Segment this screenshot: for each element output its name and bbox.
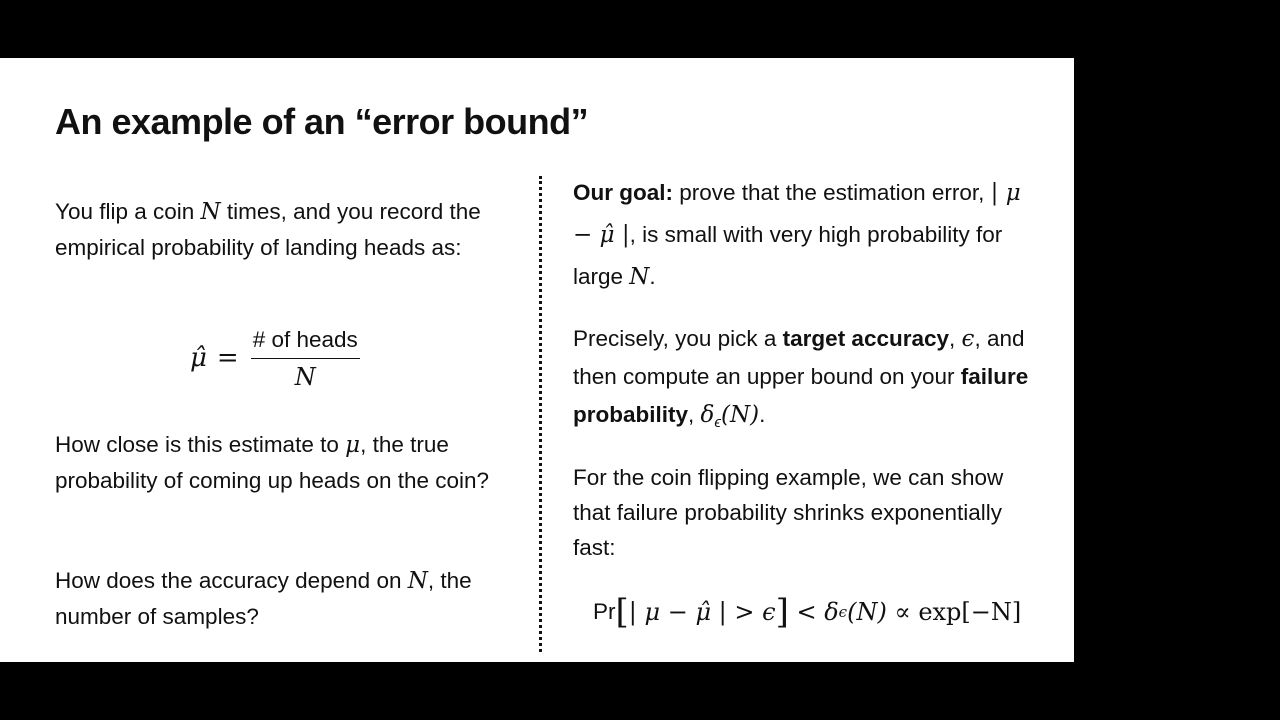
bound-abs-expr: | μ − μ̂ | > ϵ (628, 598, 776, 626)
bound-delta: δ (824, 598, 839, 626)
right-p2-text-b: , (949, 326, 962, 351)
right-p2-bold-target: target accuracy (782, 326, 950, 351)
right-p1-N: N (629, 264, 650, 290)
slide-title: An example of an “error bound” (55, 101, 589, 142)
left-p3-N: N (407, 568, 428, 594)
left-p2-text-a: How close is this estimate to (55, 432, 346, 457)
left-p3-text-b: , the number of samples? (55, 568, 472, 629)
left-p1-text-a: You flip a coin (55, 199, 201, 224)
right-p2-text-c: , and then compute an upper bound on your (573, 326, 1025, 389)
formula-fraction (251, 326, 360, 391)
right-p2-delta-arg: (N) (721, 402, 760, 428)
right-p2-delta-sub: ϵ (714, 414, 722, 431)
left-p1-N: N (200, 199, 221, 225)
right-paragraph-precisely (573, 320, 1043, 442)
right-p1-text-b: , is small with very high probability for large (573, 222, 1003, 289)
formula-lhs: μ̂ (190, 343, 207, 373)
right-p2-bold-failure: failure probability (573, 364, 1029, 427)
right-p1-error-expr: | μ − μ̂ | (573, 180, 1021, 248)
bound-left-bracket: [ (615, 592, 629, 632)
right-p2-epsilon: ϵ (961, 326, 975, 352)
left-p2-mu: μ (345, 432, 361, 458)
bound-proportional: ∝ (886, 598, 919, 626)
right-p2-text-a: Precisely, you pick a (573, 326, 783, 351)
left-paragraph-how-close (55, 427, 515, 498)
right-paragraph-goal (573, 172, 1043, 298)
bound-less-than: < (788, 598, 825, 626)
bound-exp: exp[−N] (918, 598, 1022, 626)
empirical-probability-formula (190, 322, 360, 394)
right-p1-text-c: . (649, 264, 656, 289)
right-p2-text-d: , (688, 402, 701, 427)
left-p3-text-a: How does the accuracy depend on (55, 568, 408, 593)
right-p1-text-a: prove that the estimation error, (673, 180, 991, 205)
bound-pr: Pr (593, 599, 616, 624)
failure-bound-formula (593, 592, 1021, 632)
right-p2-delta: δ (700, 402, 715, 428)
left-paragraph-coin-flip (55, 194, 505, 265)
formula-denominator: N (294, 362, 316, 391)
right-paragraph-coin-example: For the coin flipping example, we can show that failure probability shrinks exponentially fast: (573, 465, 1004, 560)
bound-delta-arg: (N) (847, 598, 887, 626)
right-p1-bold: Our goal: (573, 180, 673, 205)
formula-equals: = (216, 343, 239, 373)
right-p2-text-e: . (759, 402, 766, 427)
column-divider (539, 176, 542, 652)
left-paragraph-accuracy (55, 563, 515, 634)
formula-numerator: # of heads (251, 326, 360, 359)
bound-right-bracket: ] (775, 592, 789, 632)
bound-delta-sub: ϵ (838, 603, 848, 621)
left-p2-text-b: , the true probability of coming up heads on the coin? (55, 432, 490, 493)
left-p1-text-b: times, and you record the empirical probability of landing heads as: (55, 199, 481, 260)
